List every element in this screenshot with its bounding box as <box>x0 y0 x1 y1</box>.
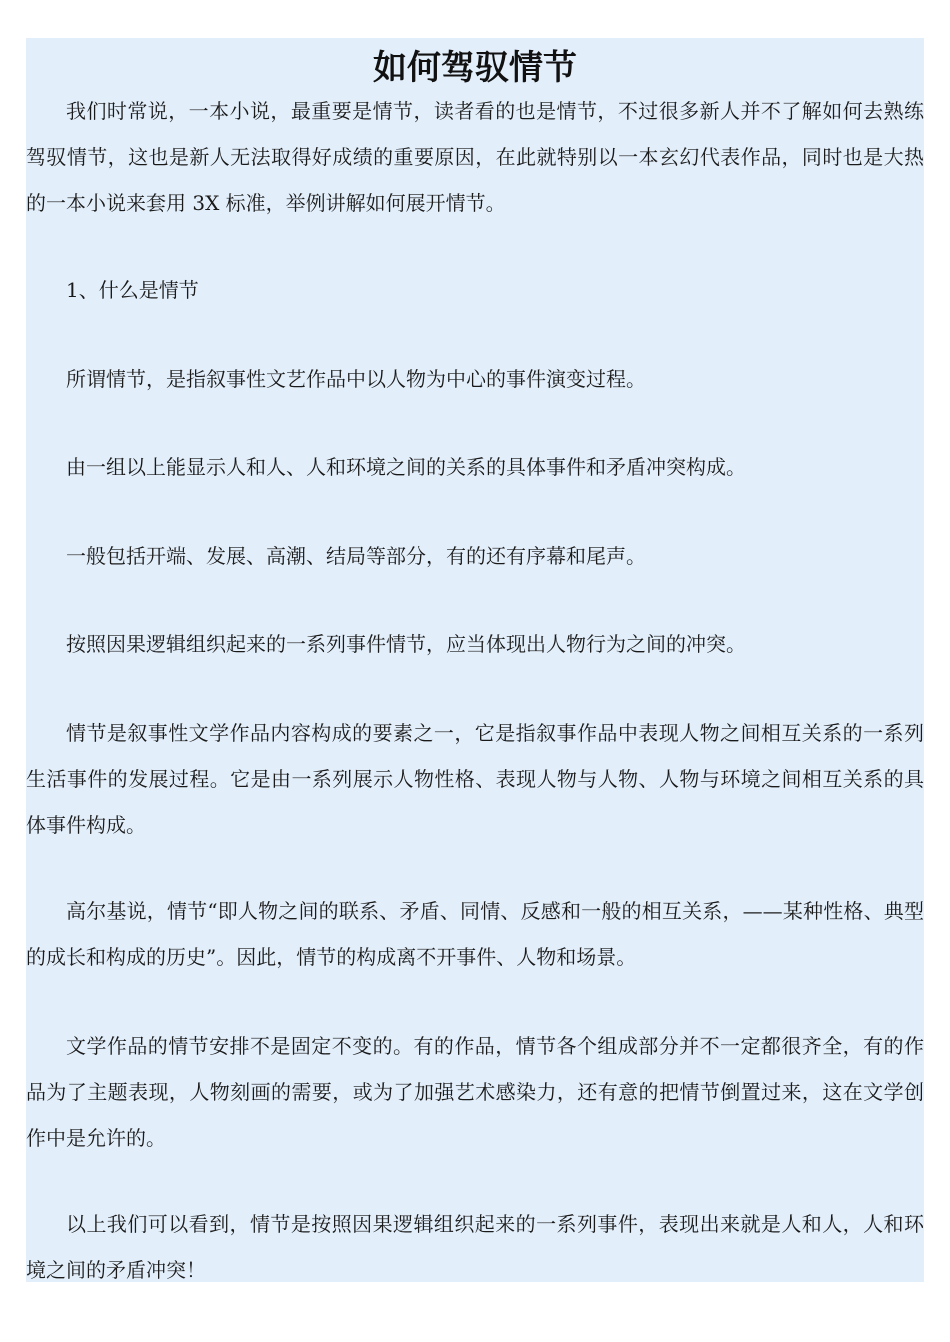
paragraph-intro: 我们时常说，一本小说，最重要是情节，读者看的也是情节，不过很多新人并不了解如何去熟练驾驭情节，这也是新人无法取得好成绩的重要原因，在此就特别以一本玄幻代表作品，同时也是大热的一本小说来套用 3X 标准，举例讲解如何展开情节。 <box>26 99 924 215</box>
paragraph-definition: 所谓情节，是指叙事性文艺作品中以人物为中心的事件演变过程。 <box>66 367 646 391</box>
paragraph-gorky-quote: 高尔基说，情节“即人物之间的联系、矛盾、同情、反感和一般的相互关系，——某种性格、典型的成长和构成的历史”。因此，情节的构成离不开事件、人物和场景。 <box>26 899 924 969</box>
document-title: 如何驾驭情节 <box>373 48 577 88</box>
section-heading: 1、什么是情节 <box>66 278 199 302</box>
document-page <box>26 38 924 1282</box>
paragraph-conclusion: 以上我们可以看到，情节是按照因果逻辑组织起来的一系列事件，表现出来就是人和人，人和环境之间的矛盾冲突！ <box>26 1212 924 1282</box>
paragraph-composition: 由一组以上能显示人和人、人和环境之间的关系的具体事件和矛盾冲突构成。 <box>66 455 746 479</box>
paragraph-element: 情节是叙事性文学作品内容构成的要素之一，它是指叙事作品中表现人物之间相互关系的一系列生活事件的发展过程。它是由一系列展示人物性格、表现人物与人物、人物与环境之间相互关系的具体事件构成。 <box>26 721 924 837</box>
paragraph-structure: 一般包括开端、发展、高潮、结局等部分，有的还有序幕和尾声。 <box>66 544 646 568</box>
paragraph-causality: 按照因果逻辑组织起来的一系列事件情节，应当体现出人物行为之间的冲突。 <box>66 632 746 656</box>
paragraph-arrangement: 文学作品的情节安排不是固定不变的。有的作品，情节各个组成部分并不一定都很齐全，有的作品为了主题表现，人物刻画的需要，或为了加强艺术感染力，还有意的把情节倒置过来，这在文学创作中是允许的。 <box>26 1034 924 1150</box>
